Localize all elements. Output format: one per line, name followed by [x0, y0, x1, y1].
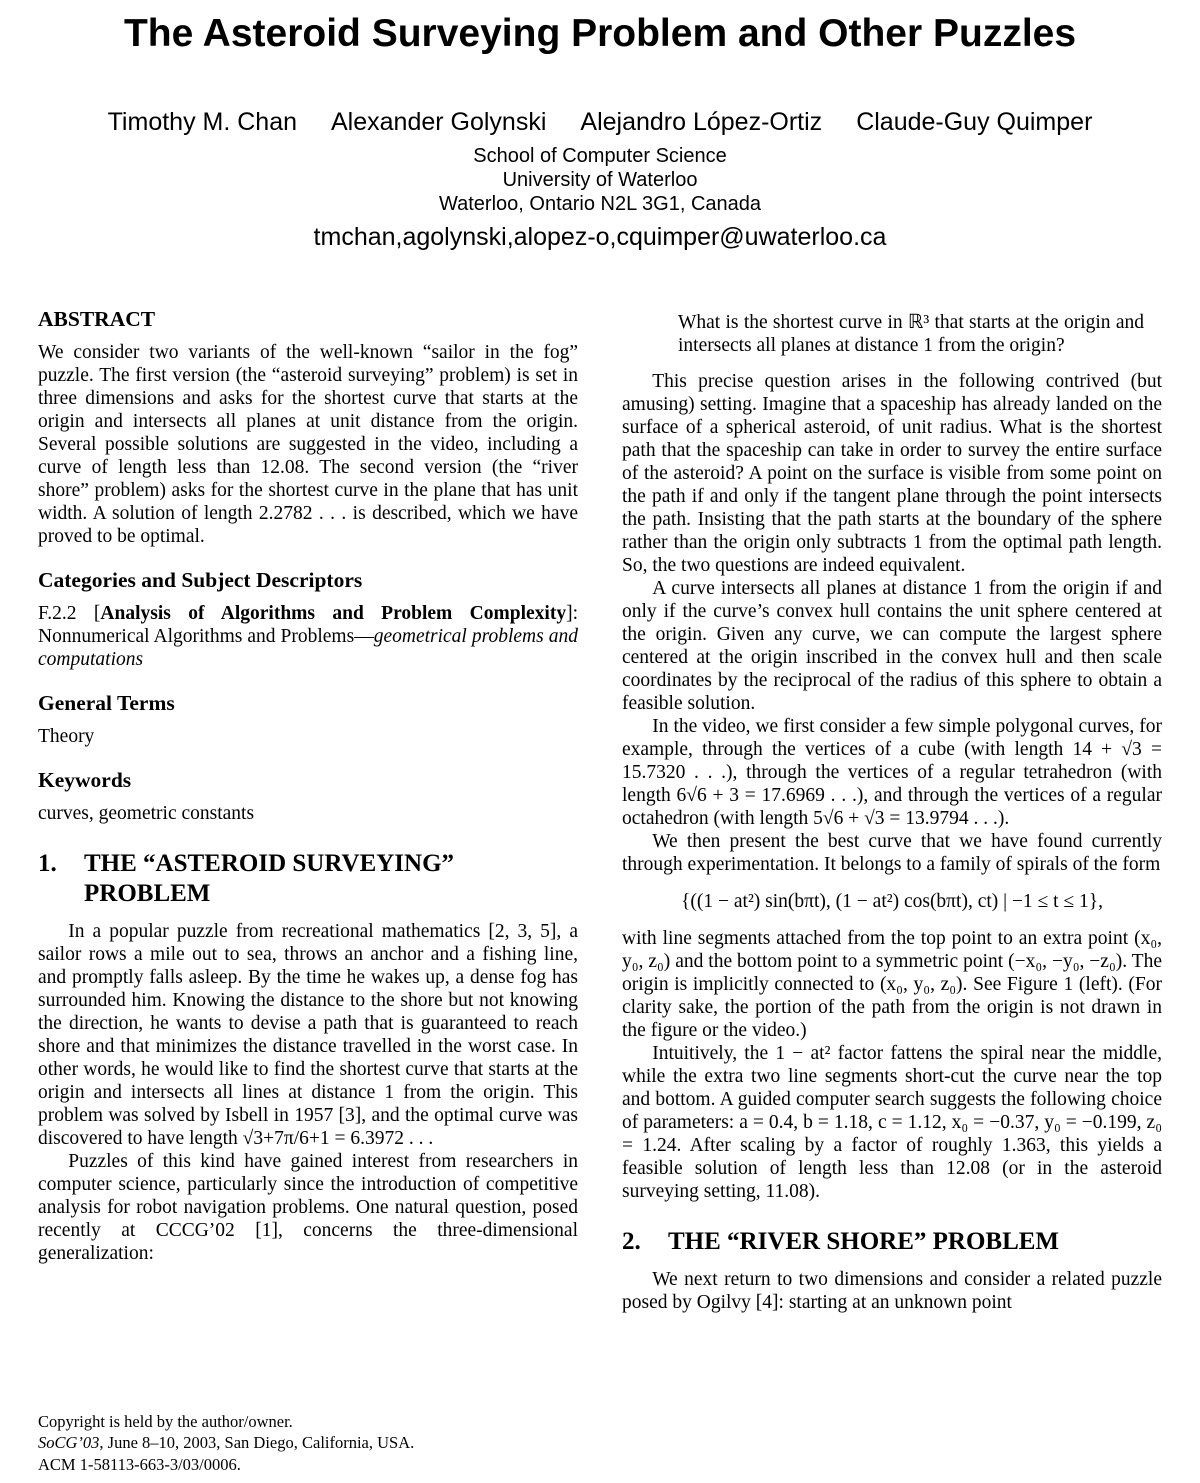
section2-heading: [622, 1227, 1162, 1257]
section1-paragraph-1: In a popular puzzle from recreational mathematics [2, 3, 5], a sailor rows a mile out to sea, throws an anchor and a fishing line, and promptly falls asleep. By the time he wakes up, a dense fog has surrounded him. Knowing the distance to the shore but not knowing the direction, he wants to devise a path that is guaranteed to reach shore and that minimizes the distance travelled in the worst case. In other words, he would like to find the shortest curve that starts at the origin and intersects all lines at distance 1 from the origin. This problem was solved by Isbell in 1957 [3], and the optimal curve was discovered to have length √3+7π/6+1 = 6.3972 . . .: [38, 921, 578, 1149]
author-name: Alejandro López-Ortiz: [580, 108, 823, 136]
category-italic: geometrical problems and computations: [38, 626, 578, 670]
author-list: [0, 108, 1200, 137]
copyright-block: [38, 1411, 578, 1476]
problem-quote: What is the shortest curve in ℝ³ that starts at the origin and intersects all planes at distance 1 from the origin?: [678, 312, 1144, 356]
video-curves-paragraph: In the video, we first consider a few simple polygonal curves, for example, through the vertices of a cube (with length 14 + √3 = 15.7320 . . .), through the vertices of a regular tetrahedron (with length 6√6 + 3 = 17.6969 . . .), and through the vertices of a regular octahedron (with length 5√6 + √3 = 13.9794 . . .).: [622, 716, 1162, 829]
conference-details: , June 8–10, 2003, San Diego, California, USA.: [99, 1433, 415, 1452]
general-terms-paragraph: Theory: [38, 726, 95, 747]
categories-paragraph: [38, 602, 578, 671]
convex-hull-paragraph: A curve intersects all planes at distance 1 from the origin if and only if the curve’s convex hull contains the unit sphere centered at the origin. Given any curve, we can compute the largest sphere centered at the origin inscribed in the convex hull and then scale coordinates by the reciprocal of the radius of this sphere to obtain a feasible solution.: [622, 578, 1162, 714]
categories-heading: Categories and Subject Descriptors: [38, 568, 363, 592]
abstract-heading: ABSTRACT: [38, 307, 156, 331]
section1-title: THE “ASTEROID SURVEYING” PROBLEM: [84, 850, 455, 907]
author-name: Claude-Guy Quimper: [856, 108, 1093, 136]
section2-title: THE “RIVER SHORE” PROBLEM: [668, 1228, 1060, 1255]
copyright-line: Copyright is held by the author/owner.: [38, 1411, 293, 1431]
category-mid: ]: Nonnumerical Algorithms and Problems—: [38, 603, 578, 647]
author-name: Alexander Golynski: [331, 108, 547, 136]
general-terms-heading: General Terms: [38, 691, 175, 715]
section1-paragraph-2: Puzzles of this kind have gained interest from researchers in computer science, particularly since the introduction of competitive analysis for robot navigation problems. One natural question, posed recently at CCCG’02 [1], concerns the three-dimensional generalization:: [38, 1151, 578, 1264]
author-name: Timothy M. Chan: [107, 108, 297, 136]
intuition-paragraph: Intuitively, the 1 − at² factor fattens the spiral near the middle, while the extra two line segments short-cut the curve near the top and bottom. A guided computer search suggests the following choice of parameters: a = 0.4, b = 1.18, c = 1.12, x₀ = −0.37, y₀ = −0.199, z₀ = 1.24. After scaling by a factor of roughly 1.363, this yields a feasible solution of length less than 12.08 (or in the asteroid surveying setting, 11.08).: [622, 1043, 1162, 1202]
affiliation-line: School of Computer Science: [473, 145, 727, 167]
keywords-heading: Keywords: [38, 768, 132, 792]
section1-heading: [38, 849, 578, 909]
category-code: F.2.2 [: [38, 603, 101, 624]
left-column: [38, 308, 578, 1475]
paper-header: [0, 0, 1200, 252]
keywords-paragraph: curves, geometric constants: [38, 803, 255, 824]
affiliation-block: [0, 144, 1200, 216]
best-curve-paragraph: We then present the best curve that we have found currently through experimentation. It belongs to a family of spirals of the form: [622, 831, 1162, 875]
category-bold: Analysis of Algorithms and Problem Complexity: [100, 603, 567, 624]
section2-number: 2.: [622, 1228, 641, 1255]
setting-paragraph: This precise question arises in the following contrived (but amusing) setting. Imagine that a spaceship has already landed on the surface of a spherical asteroid, of unit radius. What is the shortest path that the spaceship can take in order to survey the entire surface of the asteroid? A point on the surface is visible from some point on the path if and only if the tangent plane through the point intersects the path. Insisting that the path starts at the boundary of the sphere rather than the origin only subtracts 1 from the optimal path length. So, the two questions are indeed equivalent.: [622, 371, 1162, 576]
spiral-formula: {((1 − at²) sin(bπt), (1 − at²) cos(bπt), ct) | −1 ≤ t ≤ 1},: [681, 891, 1103, 912]
abstract-paragraph: We consider two variants of the well-known “sailor in the fog” puzzle. The first version (the “asteroid surveying” problem) is set in three dimensions and asks for the shortest curve that starts at the origin and intersects all planes at unit distance from the origin. Several possible solutions are suggested in the video, including a curve of length less than 12.08. The second version (the “river shore” problem) asks for the shortest curve in the plane that has unit width. A solution of length 2.2782 . . . is described, which we have proved to be optimal.: [38, 342, 578, 547]
conference-name: SoCG’03: [38, 1433, 100, 1452]
segments-paragraph: with line segments attached from the top point to an extra point (x₀, y₀, z₀) and the bottom point to a symmetric point (−x₀, −y₀, −z₀). The origin is implicitly connected to (x₀, y₀, z₀). See Figure 1 (left). (For clarity sake, the portion of the path from the origin is not drawn in the figure or the video.): [622, 928, 1162, 1041]
affiliation-line: Waterloo, Ontario N2L 3G1, Canada: [438, 193, 762, 215]
email-line: tmchan,agolynski,alopez-o,cquimper@uwaterloo.ca: [313, 223, 887, 251]
affiliation-line: University of Waterloo: [502, 169, 698, 191]
copyright-line: ACM 1-58113-663-3/03/0006.: [38, 1454, 241, 1474]
paper-title: The Asteroid Surveying Problem and Other Puzzles: [123, 12, 1077, 55]
section1-number: 1.: [38, 850, 57, 877]
river-shore-paragraph: We next return to two dimensions and consider a related puzzle posed by Ogilvy [4]: starting at an unknown point: [622, 1269, 1162, 1313]
copyright-line: [38, 1432, 578, 1454]
right-column: [622, 308, 1162, 1483]
